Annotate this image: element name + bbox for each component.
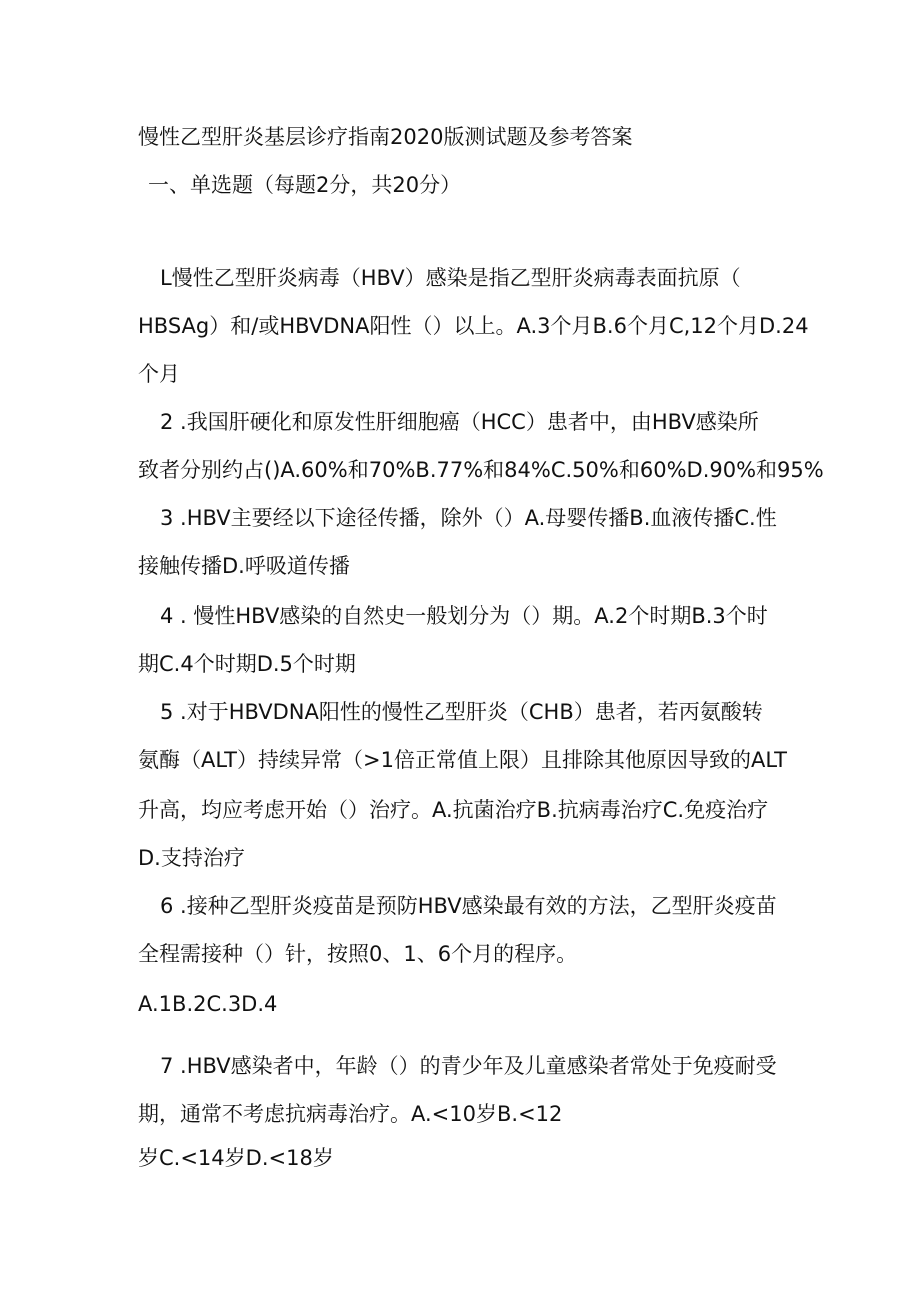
question-line: 升高，均应考虑开始（）治疗。A.抗菌治疗B.抗病毒治疗C.免疫治疗 — [138, 798, 769, 822]
question-line: HBSAg）和/或HBVDNA阳性（）以上。A.3个月B.6个月C,12个月D.24 — [138, 314, 809, 338]
question-line: 接触传播D.呼吸道传播 — [138, 554, 350, 578]
question-line: 4 . 慢性HBV感染的自然史一般划分为（）期。A.2个时期B.3个时 — [160, 604, 768, 628]
question-line: 个月 — [138, 362, 180, 386]
question-line: 5 .对于HBVDNA阳性的慢性乙型肝炎（CHB）患者，若丙氨酸转 — [160, 700, 763, 724]
question-line: A.1B.2C.3D.4 — [138, 992, 278, 1016]
question-line: 全程需接种（）针，按照0、1、6个月的程序。 — [138, 942, 578, 966]
question-line: 致者分别约占()A.60%和70%B.77%和84%C.50%和60%D.90%和95% — [138, 458, 824, 482]
question-line: 期，通常不考虑抗病毒治疗。A.<10岁B.<12 — [138, 1102, 563, 1126]
section-heading: 一、单选题（每题2分，共20分） — [148, 173, 462, 197]
question-line: 氨酶（ALT）持续异常（>1倍正常值上限）且排除其他原因导致的ALT — [138, 748, 787, 772]
question-line: 3 .HBV主要经以下途径传播，除外（）A.母婴传播B.血液传播C.性 — [160, 506, 777, 530]
question-line: D.支持治疗 — [138, 846, 245, 870]
question-line: 6 .接种乙型肝炎疫苗是预防HBV感染最有效的方法，乙型肝炎疫苗 — [160, 894, 777, 918]
question-line: L慢性乙型肝炎病毒（HBV）感染是指乙型肝炎病毒表面抗原（ — [160, 266, 741, 290]
question-line: 2 .我国肝硬化和原发性肝细胞癌（HCC）患者中，由HBV感染所 — [160, 410, 759, 434]
question-line: 岁C.<14岁D.<18岁 — [138, 1146, 334, 1170]
document-title: 慢性乙型肝炎基层诊疗指南2020版测试题及参考答案 — [138, 125, 633, 149]
question-line: 期C.4个时期D.5个时期 — [138, 652, 356, 676]
question-line: 7 .HBV感染者中，年龄（）的青少年及儿童感染者常处于免疫耐受 — [160, 1054, 777, 1078]
